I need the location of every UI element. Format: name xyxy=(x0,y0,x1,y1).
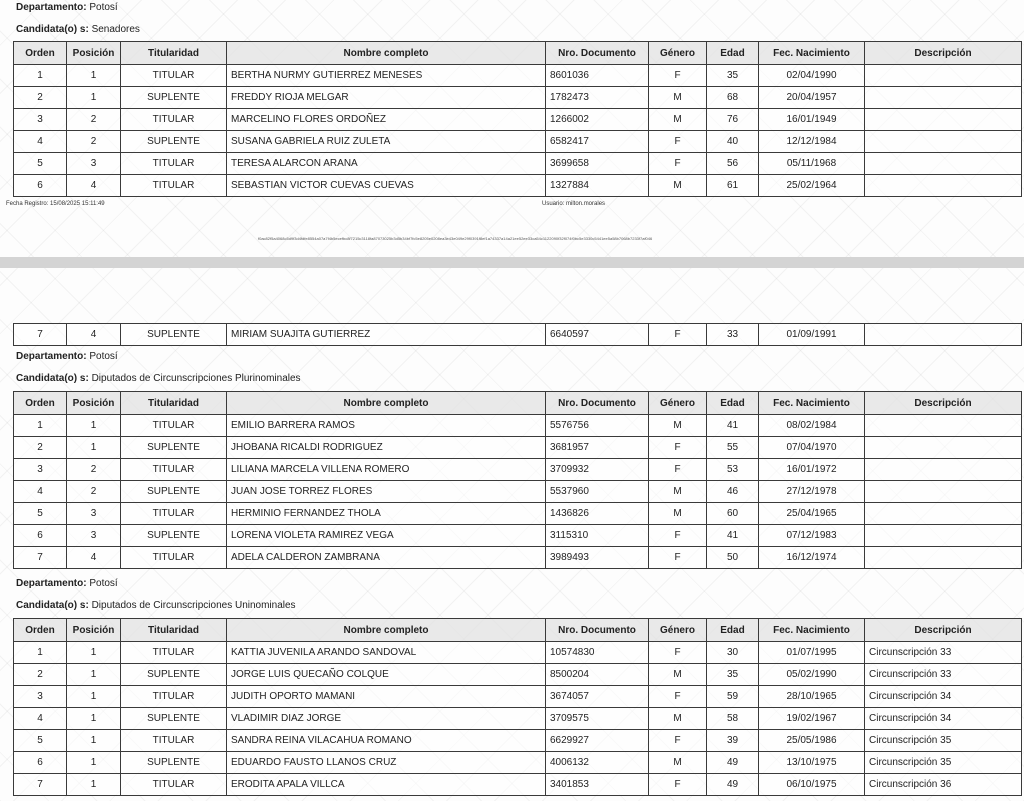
cell-genero: F xyxy=(649,65,707,87)
cell-edad: 40 xyxy=(707,131,759,153)
cell-descripcion: Circunscripción 36 xyxy=(865,774,1022,796)
cell-titularidad: SUPLENTE xyxy=(121,752,227,774)
cell-genero: M xyxy=(649,109,707,131)
cell-fecha-nacimiento: 27/12/1978 xyxy=(759,481,865,503)
department-line xyxy=(16,2,118,13)
cell-documento: 3674057 xyxy=(546,686,649,708)
registration-date xyxy=(6,201,105,207)
cell-edad: 68 xyxy=(707,87,759,109)
column-header-documento: Nro. Documento xyxy=(546,619,649,642)
cell-nombre: JHOBANA RICALDI RODRIGUEZ xyxy=(227,437,546,459)
user-value: milton.morales xyxy=(566,201,606,207)
cell-fecha-nacimiento: 16/01/1972 xyxy=(759,459,865,481)
cell-fecha-nacimiento: 01/09/1991 xyxy=(759,324,865,346)
cell-posicion: 1 xyxy=(67,774,121,796)
cell-edad: 39 xyxy=(707,730,759,752)
category-label: Candidata(o) s: xyxy=(16,373,89,384)
cell-edad: 61 xyxy=(707,175,759,197)
cell-titularidad: TITULAR xyxy=(121,109,227,131)
cell-posicion: 2 xyxy=(67,109,121,131)
cell-nombre: JORGE LUIS QUECAÑO COLQUE xyxy=(227,664,546,686)
table-row xyxy=(14,175,1022,197)
cell-posicion: 1 xyxy=(67,65,121,87)
cell-titularidad: TITULAR xyxy=(121,686,227,708)
user-label: Usuario: xyxy=(542,201,565,207)
cell-descripcion xyxy=(865,525,1022,547)
cell-orden: 7 xyxy=(14,774,67,796)
candidate-category-line xyxy=(16,600,296,611)
candidate-category-line xyxy=(16,24,140,35)
cell-genero: F xyxy=(649,437,707,459)
cell-titularidad: TITULAR xyxy=(121,730,227,752)
cell-documento: 6640597 xyxy=(546,324,649,346)
cell-descripcion xyxy=(865,481,1022,503)
category-label: Candidata(o) s: xyxy=(16,600,89,611)
cell-nombre: HERMINIO FERNANDEZ THOLA xyxy=(227,503,546,525)
candidates-table-plurinominales xyxy=(13,391,1022,569)
table-row xyxy=(14,752,1022,774)
cell-edad: 58 xyxy=(707,708,759,730)
column-header-edad: Edad xyxy=(707,392,759,415)
department-label: Departamento: xyxy=(16,2,87,13)
cell-genero: F xyxy=(649,131,707,153)
column-header-documento: Nro. Documento xyxy=(546,392,649,415)
cell-posicion: 3 xyxy=(67,503,121,525)
category-value: Diputados de Circunscripciones Uninominales xyxy=(91,600,296,611)
cell-fecha-nacimiento: 12/12/1984 xyxy=(759,131,865,153)
cell-genero: M xyxy=(649,708,707,730)
cell-edad: 76 xyxy=(707,109,759,131)
cell-documento: 6582417 xyxy=(546,131,649,153)
cell-posicion: 2 xyxy=(67,459,121,481)
cell-genero: F xyxy=(649,459,707,481)
cell-titularidad: TITULAR xyxy=(121,642,227,664)
column-header-orden: Orden xyxy=(14,42,67,65)
cell-nombre: LILIANA MARCELA VILLENA ROMERO xyxy=(227,459,546,481)
cell-documento: 3681957 xyxy=(546,437,649,459)
column-header-orden: Orden xyxy=(14,619,67,642)
department-label: Departamento: xyxy=(16,578,87,589)
cell-genero: M xyxy=(649,87,707,109)
cell-fecha-nacimiento: 16/12/1974 xyxy=(759,547,865,569)
cell-genero: M xyxy=(649,503,707,525)
cell-documento: 5537960 xyxy=(546,481,649,503)
cell-titularidad: SUPLENTE xyxy=(121,481,227,503)
cell-orden: 6 xyxy=(14,525,67,547)
cell-genero: F xyxy=(649,547,707,569)
cell-nombre: JUAN JOSE TORREZ FLORES xyxy=(227,481,546,503)
column-header-nombre: Nombre completo xyxy=(227,42,546,65)
cell-posicion: 1 xyxy=(67,415,121,437)
registration-date-label: Fecha Registro: xyxy=(6,201,49,207)
table-row xyxy=(14,503,1022,525)
cell-edad: 33 xyxy=(707,324,759,346)
cell-posicion: 1 xyxy=(67,642,121,664)
table-row xyxy=(14,774,1022,796)
column-header-fecha-nacimiento: Fec. Nacimiento xyxy=(759,619,865,642)
table-row xyxy=(14,153,1022,175)
cell-edad: 49 xyxy=(707,774,759,796)
cell-edad: 35 xyxy=(707,65,759,87)
cell-genero: M xyxy=(649,664,707,686)
cell-descripcion xyxy=(865,415,1022,437)
cell-orden: 2 xyxy=(14,87,67,109)
candidates-table-uninominales xyxy=(13,618,1022,796)
table-row xyxy=(14,459,1022,481)
cell-orden: 4 xyxy=(14,131,67,153)
cell-genero: F xyxy=(649,730,707,752)
cell-posicion: 1 xyxy=(67,664,121,686)
cell-nombre: SUSANA GABRIELA RUIZ ZULETA xyxy=(227,131,546,153)
cell-titularidad: SUPLENTE xyxy=(121,708,227,730)
cell-posicion: 1 xyxy=(67,87,121,109)
cell-nombre: MIRIAM SUAJITA GUTIERREZ xyxy=(227,324,546,346)
cell-genero: F xyxy=(649,686,707,708)
cell-fecha-nacimiento: 08/02/1984 xyxy=(759,415,865,437)
cell-titularidad: SUPLENTE xyxy=(121,131,227,153)
cell-posicion: 1 xyxy=(67,686,121,708)
cell-fecha-nacimiento: 20/04/1957 xyxy=(759,87,865,109)
cell-descripcion: Circunscripción 34 xyxy=(865,708,1022,730)
department-line xyxy=(16,578,118,589)
cell-descripcion: Circunscripción 33 xyxy=(865,664,1022,686)
cell-nombre: KATTIA JUVENILA ARANDO SANDOVAL xyxy=(227,642,546,664)
cell-nombre: ADELA CALDERON ZAMBRANA xyxy=(227,547,546,569)
cell-edad: 30 xyxy=(707,642,759,664)
cell-documento: 3709575 xyxy=(546,708,649,730)
table-row xyxy=(14,109,1022,131)
column-header-edad: Edad xyxy=(707,42,759,65)
cell-documento: 4006132 xyxy=(546,752,649,774)
column-header-posicion: Posición xyxy=(67,619,121,642)
cell-posicion: 1 xyxy=(67,730,121,752)
cell-titularidad: SUPLENTE xyxy=(121,87,227,109)
cell-nombre: MARCELINO FLORES ORDOÑEZ xyxy=(227,109,546,131)
cell-orden: 5 xyxy=(14,503,67,525)
cell-orden: 3 xyxy=(14,109,67,131)
cell-genero: F xyxy=(649,642,707,664)
cell-orden: 4 xyxy=(14,481,67,503)
cell-orden: 3 xyxy=(14,459,67,481)
department-value: Potosí xyxy=(89,2,118,13)
cell-descripcion xyxy=(865,153,1022,175)
cell-documento: 1436826 xyxy=(546,503,649,525)
cell-fecha-nacimiento: 25/02/1964 xyxy=(759,175,865,197)
cell-documento: 1266002 xyxy=(546,109,649,131)
cell-fecha-nacimiento: 05/11/1968 xyxy=(759,153,865,175)
cell-posicion: 3 xyxy=(67,525,121,547)
cell-genero: M xyxy=(649,481,707,503)
table-row xyxy=(14,415,1022,437)
cell-genero: F xyxy=(649,324,707,346)
column-header-documento: Nro. Documento xyxy=(546,42,649,65)
department-value: Potosí xyxy=(89,351,118,362)
table-row xyxy=(14,131,1022,153)
candidate-category-line xyxy=(16,373,301,384)
cell-descripcion xyxy=(865,324,1022,346)
column-header-fecha-nacimiento: Fec. Nacimiento xyxy=(759,42,865,65)
column-header-descripcion: Descripción xyxy=(865,42,1022,65)
cell-posicion: 2 xyxy=(67,481,121,503)
cell-edad: 41 xyxy=(707,415,759,437)
column-header-posicion: Posición xyxy=(67,42,121,65)
cell-descripcion xyxy=(865,175,1022,197)
cell-genero: F xyxy=(649,774,707,796)
cell-documento: 3989493 xyxy=(546,547,649,569)
cell-edad: 60 xyxy=(707,503,759,525)
registration-date-value: 15/08/2025 15:11:49 xyxy=(50,201,105,207)
cell-posicion: 1 xyxy=(67,708,121,730)
cell-descripcion: Circunscripción 35 xyxy=(865,730,1022,752)
user-info xyxy=(542,201,605,207)
cell-fecha-nacimiento: 05/02/1990 xyxy=(759,664,865,686)
cell-nombre: JUDITH OPORTO MAMANI xyxy=(227,686,546,708)
cell-titularidad: SUPLENTE xyxy=(121,664,227,686)
candidates-table-senadores xyxy=(13,41,1022,197)
column-header-genero: Género xyxy=(649,42,707,65)
cell-titularidad: SUPLENTE xyxy=(121,525,227,547)
cell-descripcion xyxy=(865,109,1022,131)
cell-edad: 59 xyxy=(707,686,759,708)
category-label: Candidata(o) s: xyxy=(16,24,89,35)
cell-titularidad: TITULAR xyxy=(121,175,227,197)
column-header-nombre: Nombre completo xyxy=(227,619,546,642)
cell-titularidad: SUPLENTE xyxy=(121,324,227,346)
cell-fecha-nacimiento: 01/07/1995 xyxy=(759,642,865,664)
cell-titularidad: TITULAR xyxy=(121,415,227,437)
column-header-orden: Orden xyxy=(14,392,67,415)
cell-titularidad: TITULAR xyxy=(121,503,227,525)
cell-edad: 55 xyxy=(707,437,759,459)
column-header-titularidad: Titularidad xyxy=(121,42,227,65)
table-row xyxy=(14,664,1022,686)
cell-descripcion: Circunscripción 34 xyxy=(865,686,1022,708)
table-row xyxy=(14,324,1022,346)
cell-nombre: SANDRA REINA VILACAHUA ROMANO xyxy=(227,730,546,752)
department-value: Potosí xyxy=(89,578,118,589)
cell-fecha-nacimiento: 07/12/1983 xyxy=(759,525,865,547)
cell-genero: M xyxy=(649,175,707,197)
cell-documento: 3699658 xyxy=(546,153,649,175)
cell-descripcion xyxy=(865,87,1022,109)
table-row xyxy=(14,525,1022,547)
cell-orden: 1 xyxy=(14,65,67,87)
column-header-posicion: Posición xyxy=(67,392,121,415)
column-header-nombre: Nombre completo xyxy=(227,392,546,415)
cell-orden: 4 xyxy=(14,708,67,730)
table-row xyxy=(14,65,1022,87)
cell-posicion: 4 xyxy=(67,547,121,569)
cell-fecha-nacimiento: 13/10/1975 xyxy=(759,752,865,774)
table-row xyxy=(14,708,1022,730)
category-value: Senadores xyxy=(91,24,140,35)
cell-edad: 50 xyxy=(707,547,759,569)
cell-titularidad: SUPLENTE xyxy=(121,437,227,459)
cell-orden: 2 xyxy=(14,664,67,686)
cell-posicion: 2 xyxy=(67,131,121,153)
department-line xyxy=(16,351,118,362)
cell-edad: 41 xyxy=(707,525,759,547)
cell-genero: F xyxy=(649,525,707,547)
candidates-table-senadores-continued xyxy=(13,323,1022,346)
cell-fecha-nacimiento: 07/04/1970 xyxy=(759,437,865,459)
cell-fecha-nacimiento: 25/05/1986 xyxy=(759,730,865,752)
column-header-edad: Edad xyxy=(707,619,759,642)
table-row xyxy=(14,730,1022,752)
cell-orden: 7 xyxy=(14,547,67,569)
verification-hash: f0ac82f5a4068c5d9f3d4fdfe8554a07a7f4b5ecefbc8f7215c3118fa87073025b3d5b34bf7fc5e8205e0208ea3e43e049e29f0391f8ef1a74337a14a21ee52ee33ca54c1122090f32f074f0bc5e3330c5441ee5a58b7068b7233f7af046 xyxy=(258,236,653,241)
cell-orden: 7 xyxy=(14,324,67,346)
cell-posicion: 1 xyxy=(67,752,121,774)
cell-documento: 8500204 xyxy=(546,664,649,686)
cell-descripcion xyxy=(865,547,1022,569)
cell-documento: 3401853 xyxy=(546,774,649,796)
cell-fecha-nacimiento: 25/04/1965 xyxy=(759,503,865,525)
cell-titularidad: TITULAR xyxy=(121,774,227,796)
cell-titularidad: TITULAR xyxy=(121,65,227,87)
cell-titularidad: TITULAR xyxy=(121,547,227,569)
cell-nombre: ERODITA APALA VILLCA xyxy=(227,774,546,796)
cell-documento: 5576756 xyxy=(546,415,649,437)
cell-documento: 8601036 xyxy=(546,65,649,87)
table-row xyxy=(14,547,1022,569)
table-row xyxy=(14,686,1022,708)
cell-orden: 2 xyxy=(14,437,67,459)
department-label: Departamento: xyxy=(16,351,87,362)
cell-nombre: FREDDY RIOJA MELGAR xyxy=(227,87,546,109)
cell-descripcion: Circunscripción 33 xyxy=(865,642,1022,664)
cell-orden: 3 xyxy=(14,686,67,708)
cell-nombre: LORENA VIOLETA RAMIREZ VEGA xyxy=(227,525,546,547)
cell-edad: 49 xyxy=(707,752,759,774)
cell-documento: 10574830 xyxy=(546,642,649,664)
column-header-descripcion: Descripción xyxy=(865,392,1022,415)
cell-nombre: SEBASTIAN VICTOR CUEVAS CUEVAS xyxy=(227,175,546,197)
cell-genero: F xyxy=(649,153,707,175)
cell-genero: M xyxy=(649,415,707,437)
cell-documento: 1327884 xyxy=(546,175,649,197)
cell-genero: M xyxy=(649,752,707,774)
column-header-titularidad: Titularidad xyxy=(121,392,227,415)
cell-nombre: TERESA ALARCON ARANA xyxy=(227,153,546,175)
cell-edad: 35 xyxy=(707,664,759,686)
cell-fecha-nacimiento: 02/04/1990 xyxy=(759,65,865,87)
cell-fecha-nacimiento: 19/02/1967 xyxy=(759,708,865,730)
cell-orden: 1 xyxy=(14,415,67,437)
cell-orden: 5 xyxy=(14,730,67,752)
cell-documento: 1782473 xyxy=(546,87,649,109)
table-header-row xyxy=(14,619,1022,642)
cell-documento: 3115310 xyxy=(546,525,649,547)
cell-nombre: EMILIO BARRERA RAMOS xyxy=(227,415,546,437)
cell-descripcion xyxy=(865,459,1022,481)
table-row xyxy=(14,642,1022,664)
cell-descripcion: Circunscripción 35 xyxy=(865,752,1022,774)
cell-posicion: 4 xyxy=(67,175,121,197)
cell-orden: 6 xyxy=(14,175,67,197)
table-row xyxy=(14,437,1022,459)
column-header-descripcion: Descripción xyxy=(865,619,1022,642)
column-header-genero: Género xyxy=(649,392,707,415)
cell-documento: 6629927 xyxy=(546,730,649,752)
cell-nombre: EDUARDO FAUSTO LLANOS CRUZ xyxy=(227,752,546,774)
cell-descripcion xyxy=(865,503,1022,525)
cell-descripcion xyxy=(865,437,1022,459)
cell-nombre: VLADIMIR DIAZ JORGE xyxy=(227,708,546,730)
cell-orden: 5 xyxy=(14,153,67,175)
table-row xyxy=(14,87,1022,109)
cell-fecha-nacimiento: 16/01/1949 xyxy=(759,109,865,131)
category-value: Diputados de Circunscripciones Plurinominales xyxy=(91,373,301,384)
cell-descripcion xyxy=(865,65,1022,87)
table-header-row xyxy=(14,392,1022,415)
cell-documento: 3709932 xyxy=(546,459,649,481)
cell-orden: 1 xyxy=(14,642,67,664)
cell-descripcion xyxy=(865,131,1022,153)
cell-fecha-nacimiento: 28/10/1965 xyxy=(759,686,865,708)
page-separator xyxy=(0,257,1024,268)
cell-orden: 6 xyxy=(14,752,67,774)
cell-edad: 56 xyxy=(707,153,759,175)
cell-edad: 46 xyxy=(707,481,759,503)
column-header-genero: Género xyxy=(649,619,707,642)
cell-posicion: 3 xyxy=(67,153,121,175)
column-header-fecha-nacimiento: Fec. Nacimiento xyxy=(759,392,865,415)
cell-edad: 53 xyxy=(707,459,759,481)
table-row xyxy=(14,481,1022,503)
cell-fecha-nacimiento: 06/10/1975 xyxy=(759,774,865,796)
cell-titularidad: TITULAR xyxy=(121,459,227,481)
cell-nombre: BERTHA NURMY GUTIERREZ MENESES xyxy=(227,65,546,87)
cell-posicion: 4 xyxy=(67,324,121,346)
column-header-titularidad: Titularidad xyxy=(121,619,227,642)
table-header-row xyxy=(14,42,1022,65)
cell-titularidad: TITULAR xyxy=(121,153,227,175)
cell-posicion: 1 xyxy=(67,437,121,459)
